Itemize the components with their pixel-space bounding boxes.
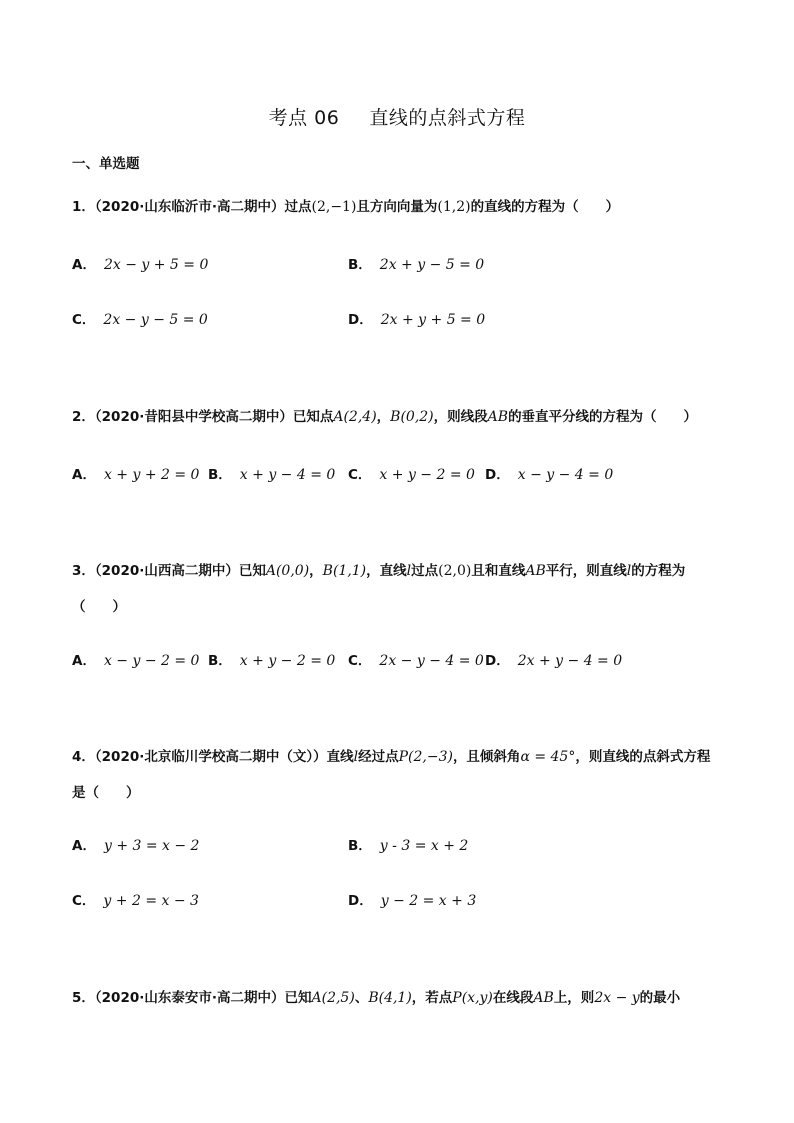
math-expression: (2,0) <box>438 563 472 579</box>
q1-option-a[interactable] <box>72 253 208 273</box>
question-text: 平行，则直线 <box>545 563 627 579</box>
option-label: A． <box>72 653 96 669</box>
math-expression: B(0,2) <box>390 409 434 425</box>
question-text: 经过点 <box>358 749 399 765</box>
question-text: 的直线的方程为（ ） <box>470 199 620 215</box>
question-text: 是（ ） <box>72 785 140 801</box>
option-expression: 2x + y − 5 = 0 <box>379 257 485 273</box>
option-label: D． <box>485 467 510 483</box>
question-text: ， <box>376 409 391 425</box>
option-label: A． <box>72 467 96 483</box>
question-text: 直线 <box>326 749 354 765</box>
math-expression: l <box>353 749 359 765</box>
option-expression: 2x + y − 4 = 0 <box>517 653 623 669</box>
math-expression: AB <box>525 563 546 579</box>
question-source: （2020·北京临川学校高二期中（文）） <box>94 749 327 765</box>
option-label: A． <box>72 838 96 854</box>
question-text: ，若点 <box>411 990 453 1006</box>
q3-option-c[interactable] <box>348 649 484 669</box>
question-text: 已知 <box>238 563 266 579</box>
option-expression: y − 2 = x + 3 <box>380 893 477 909</box>
option-expression: x + y − 2 = 0 <box>379 467 475 483</box>
question-number: 1． <box>72 199 95 215</box>
option-label: C． <box>348 467 372 483</box>
question-source: （2020·山东泰安市·高二期中） <box>94 990 285 1006</box>
math-expression: P(2,−3) <box>398 749 453 765</box>
question-source: （2020·山西高二期中） <box>94 563 239 579</box>
math-expression: B(4,1) <box>368 990 412 1006</box>
question-number: 4． <box>72 749 95 765</box>
option-expression: 2x + y + 5 = 0 <box>380 312 486 328</box>
option-expression: y + 2 = x − 3 <box>103 893 199 909</box>
question-text: 的最小 <box>639 990 681 1006</box>
q3-option-b[interactable] <box>208 649 335 669</box>
question-number: 5． <box>72 990 95 1006</box>
question-text: 已知点 <box>292 409 334 425</box>
question-5 <box>72 980 727 1016</box>
math-expression: 2x − y <box>594 990 640 1006</box>
option-label: D． <box>485 653 510 669</box>
question-number: 2． <box>72 409 95 425</box>
question-text: 的方程为 <box>631 563 686 579</box>
q2-option-d[interactable] <box>485 463 613 483</box>
math-expression: A(2,4) <box>333 409 377 425</box>
q1-option-d[interactable] <box>348 308 485 328</box>
math-expression: A(2,5) <box>311 990 355 1006</box>
option-expression: x − y − 4 = 0 <box>517 467 614 483</box>
question-text: 、 <box>354 990 369 1006</box>
question-text: ， <box>309 563 323 579</box>
q2-option-a[interactable] <box>72 463 199 483</box>
math-expression: l <box>626 563 632 579</box>
q3-option-a[interactable] <box>72 649 199 669</box>
math-expression: A(0,0) <box>265 563 310 579</box>
option-expression: x + y − 2 = 0 <box>239 653 336 669</box>
question-text: 过点 <box>284 199 312 215</box>
question-source: （2020·山东临沂市·高二期中） <box>94 199 285 215</box>
question-text: ，则直线的点斜式方程 <box>575 749 711 765</box>
q4-option-b[interactable] <box>348 834 468 854</box>
question-text: 且和直线 <box>471 563 526 579</box>
option-expression: y + 3 = x − 2 <box>103 838 200 854</box>
question-number: 3． <box>72 563 95 579</box>
option-label: B． <box>348 838 372 854</box>
math-expression: l <box>406 563 412 579</box>
q1-option-c[interactable] <box>72 308 208 328</box>
q4-option-d[interactable] <box>348 889 476 909</box>
option-label: D． <box>348 312 373 328</box>
option-label: C． <box>72 893 96 909</box>
option-expression: x + y + 2 = 0 <box>103 467 200 483</box>
option-expression: x + y − 4 = 0 <box>239 467 336 483</box>
title-topic-number: 考点 06 <box>268 107 340 129</box>
option-label: C． <box>348 653 372 669</box>
question-text: 已知 <box>284 990 312 1006</box>
question-text: 上，则 <box>553 990 595 1006</box>
math-expression: P(x,y) <box>452 990 493 1006</box>
q4-option-a[interactable] <box>72 834 199 854</box>
question-text: 过点 <box>411 563 439 579</box>
question-text: ，直线 <box>366 563 407 579</box>
q3-option-d[interactable] <box>485 649 622 669</box>
question-text: 的垂直平分线的方程为（ ） <box>508 409 698 425</box>
question-text: 在线段 <box>492 990 534 1006</box>
page-title <box>0 103 794 130</box>
option-expression: x − y − 2 = 0 <box>103 653 200 669</box>
question-1 <box>72 189 727 225</box>
math-expression: AB <box>487 409 509 425</box>
q1-option-b[interactable] <box>348 253 484 273</box>
option-expression: 2x − y + 5 = 0 <box>103 257 209 273</box>
question-text: ，则线段 <box>433 409 488 425</box>
math-expression: (2,−1) <box>311 199 357 215</box>
option-expression: 2x − y − 4 = 0 <box>379 653 484 669</box>
question-4 <box>72 739 727 811</box>
math-expression: AB <box>533 990 554 1006</box>
option-label: B． <box>208 653 232 669</box>
math-expression: B(1,1) <box>322 563 367 579</box>
question-2 <box>72 399 727 435</box>
question-source: （2020·昔阳县中学校高二期中） <box>94 409 293 425</box>
option-label: D． <box>348 893 373 909</box>
option-expression: y - 3 = x + 2 <box>379 838 469 854</box>
title-topic-name: 直线的点斜式方程 <box>369 107 526 129</box>
math-expression: (1,2) <box>437 199 471 215</box>
section-heading: 一、单选题 <box>72 156 140 172</box>
question-3 <box>72 553 727 625</box>
question-text: 且方向向量为 <box>356 199 438 215</box>
q2-option-b[interactable] <box>208 463 335 483</box>
option-label: B． <box>348 257 372 273</box>
q2-option-c[interactable] <box>348 463 475 483</box>
answer-bracket: （ ） <box>72 599 126 615</box>
question-text: ，且倾斜角 <box>452 749 521 765</box>
option-label: B． <box>208 467 232 483</box>
math-expression: α = 45° <box>520 749 576 765</box>
q4-option-c[interactable] <box>72 889 199 909</box>
option-expression: 2x − y − 5 = 0 <box>103 312 208 328</box>
option-label: A． <box>72 257 96 273</box>
option-label: C． <box>72 312 96 328</box>
